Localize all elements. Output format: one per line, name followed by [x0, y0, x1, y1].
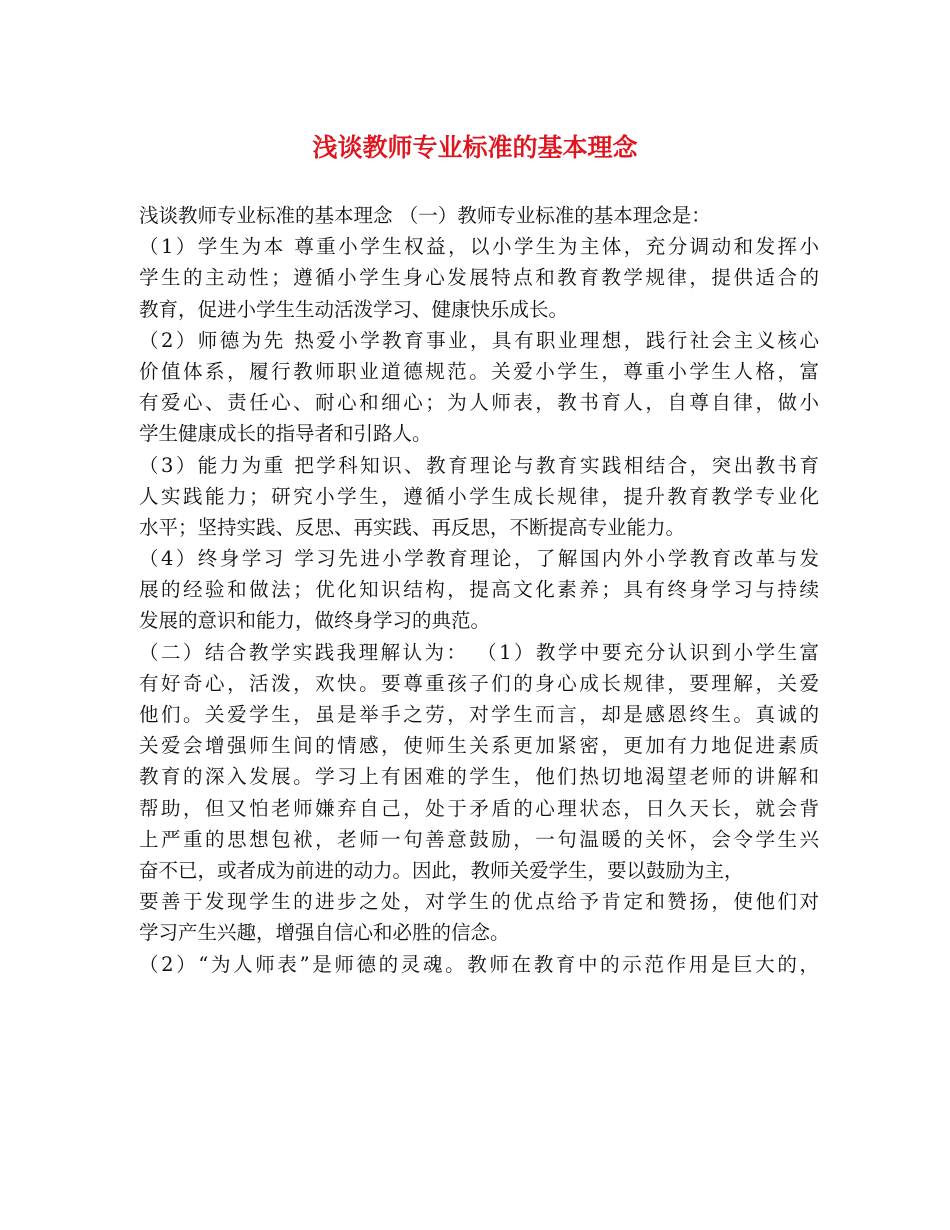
body-line: 发展的意识和能力，做终身学习的典范。	[139, 609, 491, 633]
body-line: （2）“为人师表”是师德的灵魂。教师在教育中的示范作用是巨大的，	[139, 952, 819, 976]
body-line: 上严重的思想包袱，老师一句善意鼓励，一句温暖的关怀，会令学生兴	[139, 827, 819, 851]
body-line: 有好奇心，活泼，欢快。要尊重孩子们的身心成长规律，要理解，关爱	[139, 671, 819, 695]
body-line: （2）师德为先 热爱小学教育事业，具有职业理想，践行社会主义核心	[139, 328, 819, 352]
body-line: 水平；坚持实践、反思、再实践、再反思，不断提高专业能力。	[139, 515, 686, 539]
body-line: 学生健康成长的指导者和引路人。	[139, 422, 432, 446]
body-line: 教育，促进小学生生动活泼学习、健康快乐成长。	[139, 297, 569, 321]
document-title: 浅谈教师专业标准的基本理念	[312, 133, 638, 162]
body-line: 教育的深入发展。学习上有困难的学生，他们热切地渴望老师的讲解和	[139, 765, 819, 789]
document-body	[139, 200, 819, 980]
body-line: （4）终身学习 学习先进小学教育理论，了解国内外小学教育改革与发	[139, 547, 819, 571]
body-line: 学习产生兴趣，增强自信心和必胜的信念。	[139, 921, 510, 945]
body-line: 浅谈教师专业标准的基本理念 （一）教师专业标准的基本理念是：	[139, 204, 711, 227]
body-line: 有爱心、责任心、耐心和细心；为人师表，教书育人，自尊自律，做小	[139, 391, 819, 415]
body-line: 帮助，但又怕老师嫌弃自己，处于矛盾的心理状态，日久天长，就会背	[139, 796, 819, 820]
body-line: （3）能力为重 把学科知识、教育理论与教育实践相结合，突出教书育	[139, 453, 819, 477]
body-line: 他们。关爱学生，虽是举手之劳，对学生而言，却是感恩终生。真诚的	[139, 703, 819, 726]
body-line: （1）学生为本 尊重小学生权益，以小学生为主体，充分调动和发挥小	[139, 235, 819, 259]
body-line: （二）结合教学实践我理解认为： （1）教学中要充分认识到小学生富	[139, 640, 819, 664]
body-line: 人实践能力；研究小学生，遵循小学生成长规律，提升教育教学专业化	[139, 484, 819, 508]
body-line: 关爱会增强师生间的情感，使师生关系更加紧密，更加有力地促进素质	[139, 734, 819, 758]
body-line: 展的经验和做法；优化知识结构，提高文化素养；具有终身学习与持续	[139, 578, 819, 602]
body-line: 奋不已，或者成为前进的动力。因此，教师关爱学生，要以鼓励为主，	[139, 858, 744, 882]
body-line: 学生的主动性；遵循小学生身心发展特点和教育教学规律，提供适合的	[139, 266, 819, 290]
body-line: 价值体系，履行教师职业道德规范。关爱小学生，尊重小学生人格，富	[139, 359, 819, 383]
body-line: 要善于发现学生的进步之处，对学生的优点给予肯定和赞扬，使他们对	[139, 890, 819, 914]
